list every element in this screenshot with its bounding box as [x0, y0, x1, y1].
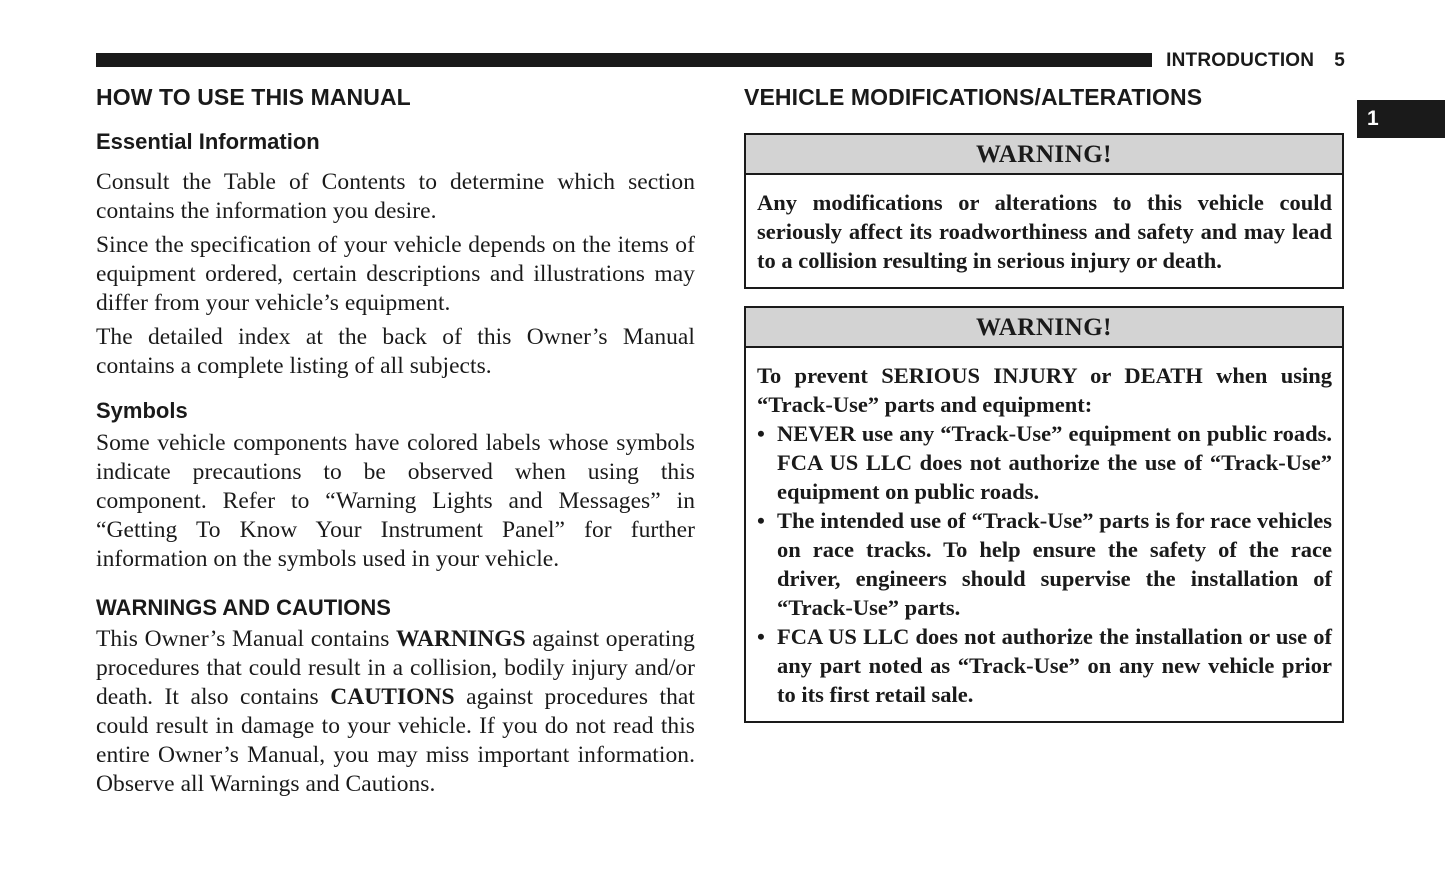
list-item — [757, 506, 1332, 622]
warning-intro: To prevent SERIOUS INJURY or DEATH when using “Track-Use” parts and equipment: — [757, 363, 1332, 417]
list-item-text: FCA US LLC does not authorize the installation or use of any part noted as “Track-Use” on any new vehicle prior to its first retail sale. — [777, 624, 1332, 707]
warning-box-track-use — [744, 306, 1344, 723]
section-title: INTRODUCTION — [1166, 50, 1315, 71]
chapter-tab: 1 — [1357, 100, 1445, 138]
manual-usage-title: HOW TO USE THIS MANUAL — [96, 84, 411, 110]
warning-box-modifications — [744, 133, 1344, 289]
bullet-dot: • — [757, 421, 765, 446]
text-run: against operating procedures that could result in a collision, bodily injury and/or death. It also contains — [96, 626, 695, 710]
list-item-text: NEVER use any “Track-Use” equipment on public roads. FCA US LLC does not authorize the use of “Track-Use” equipment on public roads. — [777, 421, 1332, 504]
header-rule — [96, 53, 1152, 67]
essential-paragraph-2: Since the specification of your vehicle depends on the items of equipment ordered, certain descriptions and illustrations may differ from your vehicle’s equipment. — [96, 232, 695, 316]
warning-label: WARNING! — [746, 308, 1342, 348]
modifications-title: VEHICLE MODIFICATIONS/ALTERATIONS — [744, 84, 1203, 110]
warning-text: Any modifications or alterations to this vehicle could seriously affect its roadworthiness and safety and may lead to a collision resulting in serious injury or death. — [757, 190, 1332, 273]
warnings-cautions-paragraph — [96, 625, 695, 799]
essential-paragraph-3: The detailed index at the back of this Owner’s Manual contains a complete listing of all subjects. — [96, 324, 695, 379]
essential-info-heading: Essential Information — [96, 129, 320, 154]
bullet-dot: • — [757, 508, 765, 533]
right-column — [744, 80, 1344, 723]
warnings-cautions-heading: WARNINGS AND CAUTIONS — [96, 595, 391, 620]
list-item — [757, 622, 1332, 709]
symbols-paragraph: Some vehicle components have colored labels whose symbols indicate precautions to be observed when using this component. Refer to “Warning Lights and Messages” in “Getting To Know Your Instrument Panel” for further information on the symbols used in your vehicle. — [96, 430, 695, 572]
running-header — [1166, 50, 1345, 72]
warning-label: WARNING! — [746, 135, 1342, 175]
page-number: 5 — [1334, 50, 1345, 71]
warnings-term: WARNINGS — [396, 626, 526, 652]
warning-content — [746, 348, 1342, 721]
warning-bullet-list — [757, 419, 1332, 709]
left-column — [96, 80, 695, 799]
list-item-text: The intended use of “Track-Use” parts is for race vehicles on race tracks. To help ensure the safety of the race driver, engineers should supervise the installation of “Track-Use” parts. — [777, 508, 1332, 620]
text-run: This Owner’s Manual contains — [96, 626, 396, 652]
essential-paragraph-1: Consult the Table of Contents to determine which section contains the information you desire. — [96, 169, 695, 224]
text-run: against procedures that could result in damage to your vehicle. If you do not read this entire Owner’s Manual, you may miss important information. Observe all Warnings and Cautions. — [96, 684, 695, 797]
list-item — [757, 419, 1332, 506]
bullet-dot: • — [757, 624, 765, 649]
cautions-term: CAUTIONS — [330, 684, 455, 710]
symbols-heading: Symbols — [96, 398, 188, 423]
